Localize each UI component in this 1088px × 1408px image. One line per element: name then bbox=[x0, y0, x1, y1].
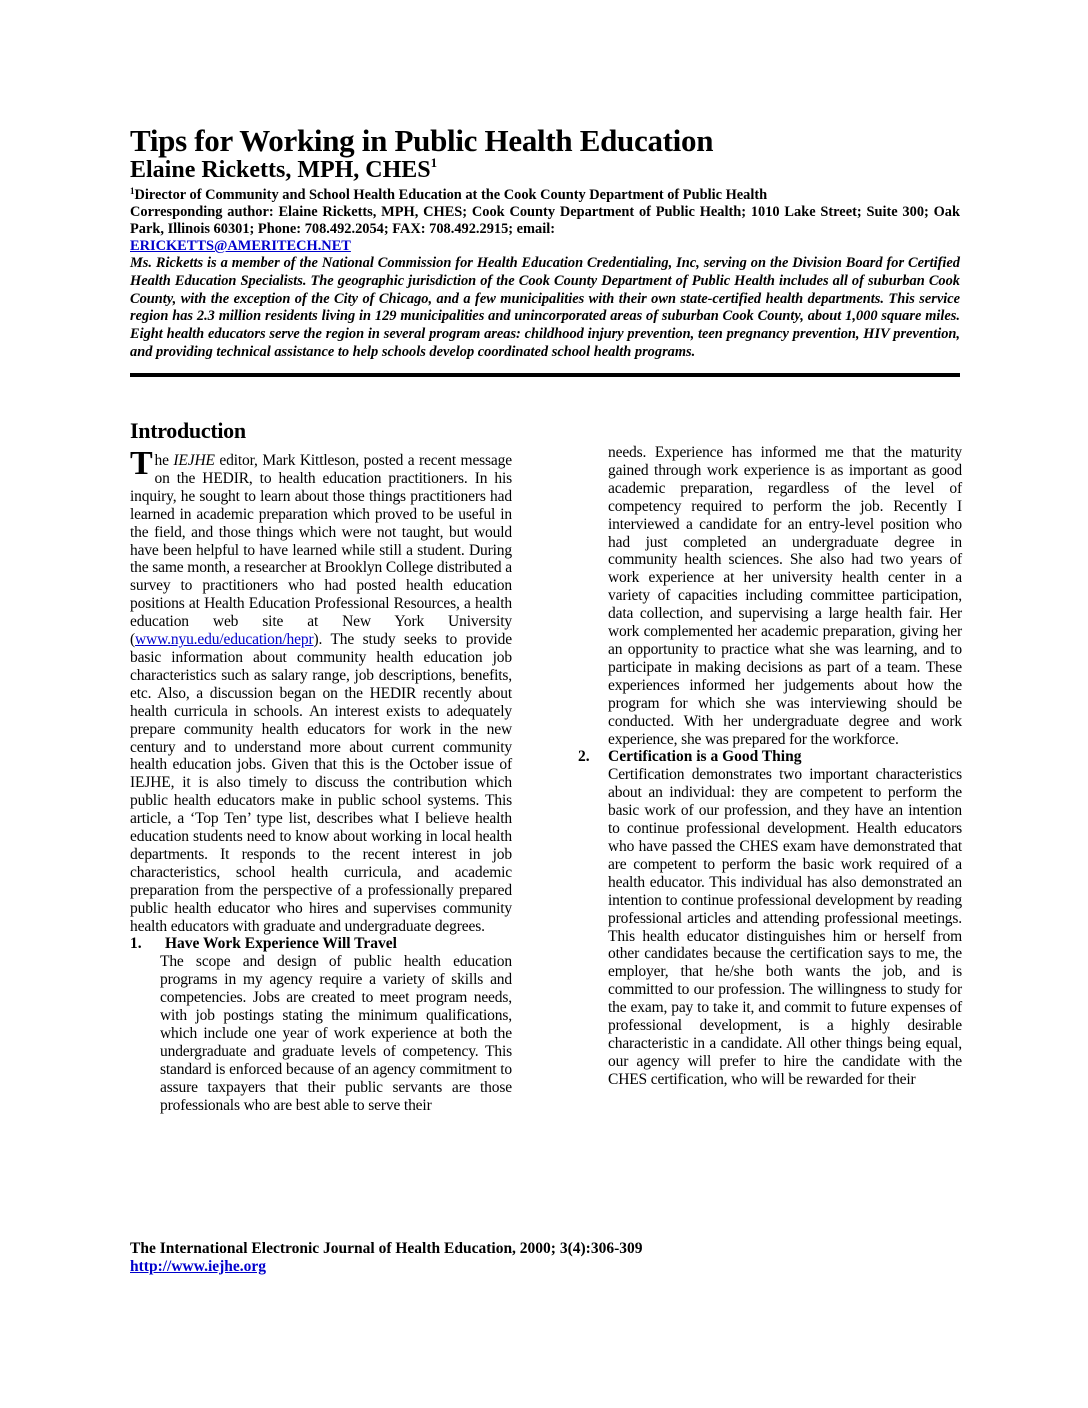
author-name: Elaine Ricketts, MPH, CHES bbox=[130, 157, 431, 183]
journal-citation: The International Electronic Journal of Health Education, 2000; 3(4):306-309 bbox=[130, 1240, 643, 1257]
intro-text-a: he bbox=[154, 452, 174, 469]
tip-2-title: Certification is a Good Thing bbox=[608, 748, 802, 766]
affiliation bbox=[130, 187, 960, 204]
tip-2-heading bbox=[578, 748, 962, 766]
intro-text-b: editor, Mark Kittleson, posted a recent message on the HEDIR, to health education practitioners. In his inquiry, he sought to learn about those things practitioners had learned in academic preparation which proved to be useful in the field, and those things which were not taught, but would have been helpful to have learned while still a student. During the same month, a researcher at Brooklyn College distributed a survey to practitioners who had posted health education positions at Health Education Professional Resources, a health education web site at New York University ( bbox=[130, 452, 512, 649]
author-superscript: 1 bbox=[430, 155, 438, 170]
right-column bbox=[578, 444, 962, 1089]
intro-text-c: ). The study seeks to provide basic information about community health education job characteristics such as salary range, job descriptions, benefits, etc. Also, a discussion began on the HEDIR recently about health curricula in schools. An interest exists to adequately prepare community health educators for work in the new century and to understand more about current community health education jobs. Given that this is the October issue of IEJHE, it is also timely to discuss the contribution which public health educators make in public school systems. This article, a ‘Top Ten’ type list, describes what I believe health education students need to know about working in local health departments. It responds to the recent interest in job characteristics, school health curricula, and academic preparation from the perspective of a professionally prepared public health educator who hires and supervises community health educators with graduate and undergraduate degrees. bbox=[130, 631, 512, 935]
tip-2-number: 2. bbox=[578, 748, 590, 766]
tip-1-continuation: needs. Experience has informed me that the maturity gained through work experience is as important as good academic preparation, regardless of the level of competency required to perform the job. Recently I interviewed a candidate for an entry-level position who had just completed an undergraduate degree in community health sciences. She also had two years of work experience at her university health center in a variety of capacities including committee participation, data collection, and supervising a large health fair. Her work complemented her academic preparation, giving her an opportunity to practice what she was learning, and to participate in making decisions as part of a team. These experiences informed her judgements about how the program for which she was interviewing should be conducted. With her undergraduate degree and work experience, she was prepared for the workforce. bbox=[608, 444, 962, 748]
tip-1-heading bbox=[130, 935, 512, 953]
hepr-link[interactable]: www.nyu.edu/education/hepr bbox=[135, 631, 314, 649]
left-column bbox=[130, 416, 512, 1115]
tip-2-text: Certification demonstrates two important characteristics about an individual: they are competent to perform the basic work of our profession, and they have an intention to continue professional development. Health educators who have passed the CHES exam have demonstrated that are competent to perform the basic work required of a health educator. This individual has also demonstrated an intention to continue professional development by reading professional articles and attending professional meetings. This health educator distinguishes him or herself from other candidates because the certification says to me, the employer, that he/she both wants the job, and is committed to our profession. The willingness to study for the exam, pay to take it, and commit to future expenses of professional development, is a highly desirable characteristic in a candidate. All other things being equal, our agency will prefer to hire the candidate with the CHES certification, who will be rewarded for their bbox=[608, 766, 962, 1088]
drop-cap: T bbox=[130, 445, 153, 482]
author-bio: Ms. Ricketts is a member of the National Commission for Health Education Credentialing, Inc, serving on the Division Board for Certified Health Education Specialists. The geographic jurisdiction of the Cook County Department of Public Health includes all of suburban Cook County, with the exception of the City of Chicago, and a few municipalities with their own state-certified health departments. This service region has 2.3 million residents living in 129 municipalities and unincorporated areas of suburban Cook County, about 1,000 square miles. Eight health educators serve the region in several program areas: childhood injury prevention, teen pregnancy prevention, HIV prevention, and providing technical assistance to help schools develop coordinated school health programs. bbox=[130, 255, 960, 360]
affiliation-superscript: 1 bbox=[130, 186, 135, 196]
journal-url-link[interactable]: http://www.iejhe.org bbox=[130, 1258, 267, 1275]
corresponding-author bbox=[130, 204, 960, 255]
author-line bbox=[130, 157, 960, 184]
section-heading-introduction: Introduction bbox=[130, 418, 246, 443]
tip-1-title: Have Work Experience Will Travel bbox=[165, 935, 397, 953]
article-title: Tips for Working in Public Health Education bbox=[130, 123, 714, 158]
intro-paragraph bbox=[130, 445, 512, 935]
tip-1-text: The scope and design of public health education programs in my agency require a variety of skills and competencies. Jobs are created to meet program needs, with job postings stating the minimum qualifications, which include one year of work experience at both the undergraduate and graduate levels of competency. This standard is enforced because of an agency commitment to assure taxpayers that their public servants are those professionals who are best able to serve their bbox=[160, 953, 512, 1114]
affiliation-text: Director of Community and School Health Education at the Cook County Department of Public Health bbox=[134, 187, 768, 203]
header-divider bbox=[130, 373, 960, 377]
journal-name: IEJHE bbox=[173, 452, 215, 469]
article-header bbox=[130, 124, 960, 377]
page-footer bbox=[130, 1240, 643, 1276]
tip-1-number: 1. bbox=[130, 935, 142, 953]
email-link[interactable]: ERICKETTS@AMERITECH.NET bbox=[130, 238, 351, 254]
corresponding-text: Corresponding author: Elaine Ricketts, MPH, CHES; Cook County Department of Public Health; 1010 Lake Street; Suite 300; Oak Park, Illinois 60301; Phone: 708.492.2054; FAX: 708.492.2915; email: bbox=[130, 204, 960, 237]
